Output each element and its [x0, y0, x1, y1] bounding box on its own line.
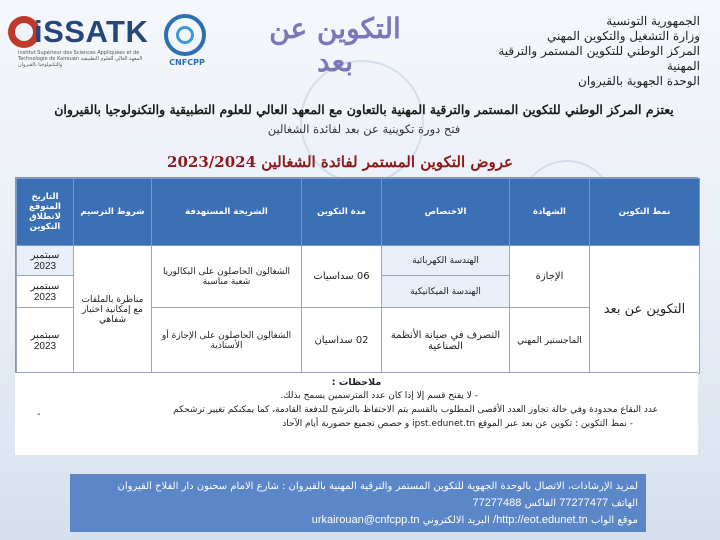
offers-table — [16, 178, 700, 374]
degree-cell: الإجازة — [510, 246, 590, 308]
ministry-line: وزارة التشغيل والتكوين المهني — [546, 29, 700, 43]
duration-cell: 06 سداسيات — [302, 246, 382, 308]
website-label: موقع الواب — [591, 515, 638, 526]
note-bullet: - — [37, 409, 41, 420]
audience-cell: الشغالون الحاصلون على الإجازة أو الأستاذية — [152, 308, 302, 374]
footer-address: لمزيد الإرشادات، الاتصال بالوحدة الجهوية للتكوين المستمر والترقية المهنية بالقيروان : شارع الامام سحنون دار الفلاح القيروان — [117, 481, 638, 492]
header-degree: الشهادة — [510, 179, 590, 246]
phone-number: 77277477 — [559, 497, 609, 509]
conditions-cell: مناظرة بالملفات مع إمكانية اختبار شفاهي — [74, 246, 152, 374]
header-start-date: التاريخ المتوقع لانطلاق التكوين — [17, 179, 74, 246]
intro-subtext: فتح دورة تكوينية عن بعد لفائدة الشغالين — [267, 122, 461, 136]
header-mode: نمط التكوين — [590, 179, 700, 246]
specialty-cell: التصرف في صيانة الأنظمة الصناعية — [382, 308, 510, 374]
table-header-row — [17, 179, 700, 246]
website-link[interactable]: http://eot.edunet.tn/ — [493, 514, 588, 526]
degree-cell: الماجستير المهني — [510, 308, 590, 374]
header-conditions: شروط الترسيم — [74, 179, 152, 246]
cnfcpp-logo — [160, 14, 214, 68]
footer-phones — [78, 495, 638, 512]
mode-cell: التكوين عن بعد — [590, 246, 700, 374]
email-link[interactable]: urkairouan@cnfcpp.tn — [311, 514, 420, 526]
cnfcpp-logo-mark — [164, 14, 206, 56]
specialty-cell: الهندسة الكهربائية — [382, 246, 510, 276]
notes-heading: ملاحظات : — [331, 377, 382, 388]
cnfcpp-logo-text: CNFCPP — [169, 58, 205, 67]
date-cell: سبتمبر 2023 — [17, 308, 74, 374]
footer-web — [78, 512, 638, 529]
specialty-cell: الهندسة الميكانيكية — [382, 276, 510, 308]
notes-section — [15, 372, 698, 455]
email-label: البريد الالكتروني — [422, 515, 490, 526]
note-line: عدد البقاع محدودة وفي حالة تجاوز العدد الأقصى المطلوب بالقسم يتم الاحتفاظ بالترشح للدفعة القادمة، كما يمكنكم تغيير ترشحكم — [173, 405, 658, 415]
issatk-logo — [6, 14, 156, 76]
ministry-line: الوحدة الجهوية بالقيروان — [578, 74, 700, 88]
contact-footer — [70, 474, 646, 532]
header-duration: مدة التكوين — [302, 179, 382, 246]
date-cell: سبتمبر 2023 — [17, 246, 74, 276]
issatk-logo-subtitle: Institut Supérieur des Sciences Appliquées et de Technologie de Kairouan المعهد العالي للعلوم التطبيقية والتكنولوجيا بالقيروان — [18, 50, 143, 68]
audience-cell: الشغالون الحاصلون على البكالوريا شعبة مناسبة — [152, 246, 302, 308]
date-cell: سبتمبر 2023 — [17, 276, 74, 308]
note-line: - لا يفتح قسم إلا إذا كان عدد المترسمين يسمح بذلك. — [280, 391, 478, 401]
main-title: التكوين عن بعد — [269, 12, 401, 78]
table-row — [17, 246, 700, 276]
fax-number: 77277488 — [472, 497, 522, 509]
header-audience: الشريحة المستهدفة — [152, 179, 302, 246]
phone-label: الهاتف — [611, 498, 638, 509]
duration-cell: 02 سداسيان — [302, 308, 382, 374]
ministry-line: المركز الوطني للتكوين المستمر والترقية المهنية — [498, 44, 700, 73]
ministry-line: الجمهورية التونسية — [606, 14, 700, 28]
header-specialty: الاختصاص — [382, 179, 510, 246]
fax-label: الفاكس — [524, 498, 557, 509]
intro-text: يعتزم المركز الوطني للتكوين المستمر والترقية المهنية بالتعاون مع المعهد العالي للعلوم التطبيقية والتكنولوجيا بالقيروان — [54, 102, 674, 117]
issatk-logo-text: iSSATK — [34, 14, 149, 49]
offers-title: عروض التكوين المستمر لفائدة الشغالين 2023/2024 — [167, 153, 513, 171]
note-line: - نمط التكوين : تكوين عن بعد عبر الموقع ipst.edunet.tn و حصص تجميع حضورية أيام الآحاد — [282, 419, 633, 429]
ministry-header — [480, 14, 700, 89]
